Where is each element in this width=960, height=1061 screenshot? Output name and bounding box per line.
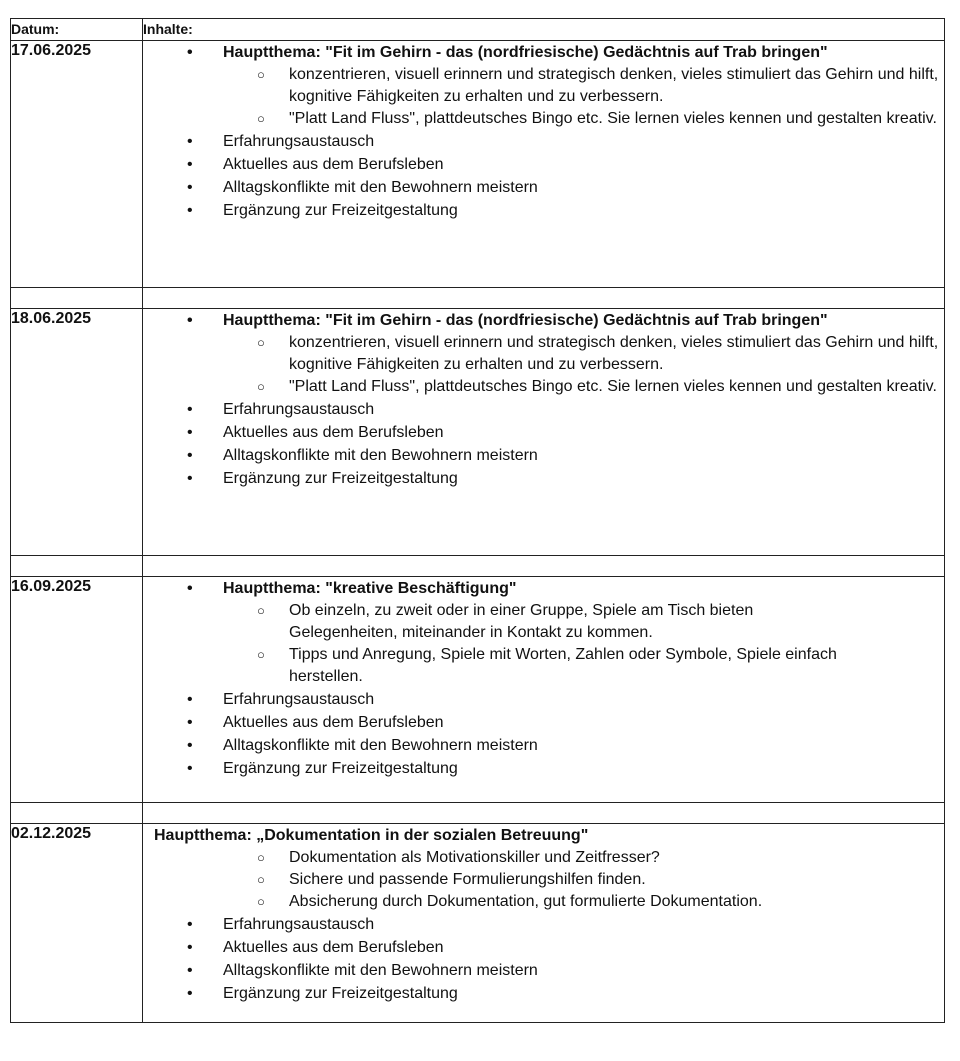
- list-item: [143, 982, 944, 1005]
- bullet-icon: •: [187, 156, 193, 173]
- list-item: [143, 421, 944, 444]
- list-item-text: Aktuelles aus dem Berufsleben: [223, 939, 444, 956]
- list-item: [143, 711, 944, 734]
- bullet-icon: •: [187, 44, 193, 61]
- bullet-icon: •: [187, 916, 193, 933]
- sub-item-text: Dokumentation als Motivationskiller und Zeitfresser?: [289, 849, 660, 866]
- session-content: [143, 577, 945, 803]
- circle-bullet-icon: ○: [257, 67, 265, 82]
- list-item-text: Alltagskonflikte mit den Bewohnern meistern: [223, 962, 538, 979]
- session-date: 16.09.2025: [11, 577, 143, 803]
- circle-bullet-icon: ○: [257, 647, 265, 662]
- topic-item: [143, 309, 944, 332]
- bullet-icon: •: [187, 939, 193, 956]
- bullet-icon: •: [187, 714, 193, 731]
- spacer-row: [11, 288, 945, 309]
- topic-text: Hauptthema: „Dokumentation in der sozialen Betreuung": [154, 827, 589, 844]
- session-content: [143, 309, 945, 556]
- bullet-icon: •: [187, 470, 193, 487]
- bullet-icon: •: [187, 312, 193, 329]
- list-item-text: Ergänzung zur Freizeitgestaltung: [223, 760, 458, 777]
- list-item-text: Aktuelles aus dem Berufsleben: [223, 156, 444, 173]
- list-item-text: Ergänzung zur Freizeitgestaltung: [223, 470, 458, 487]
- sub-item-text: Tipps und Anregung, Spiele mit Worten, Zahlen oder Symbole, Spiele einfach herstellen.: [289, 646, 837, 685]
- spacer-row: [11, 556, 945, 577]
- bullet-icon: •: [187, 401, 193, 418]
- list-item: [143, 688, 944, 711]
- session-row: [11, 824, 945, 1023]
- sub-item: [143, 376, 944, 398]
- list-item: [143, 130, 944, 153]
- list-item: [143, 913, 944, 936]
- list-item: [143, 444, 944, 467]
- bullet-icon: •: [187, 424, 193, 441]
- list-item: [143, 757, 944, 780]
- bullet-icon: •: [187, 691, 193, 708]
- list-item-text: Erfahrungsaustausch: [223, 401, 375, 418]
- session-date: 18.06.2025: [11, 309, 143, 556]
- bullet-icon: •: [187, 179, 193, 196]
- list-item-text: Ergänzung zur Freizeitgestaltung: [223, 985, 458, 1002]
- topic-text: Hauptthema: "kreative Beschäftigung": [223, 580, 517, 597]
- sub-item: [143, 891, 944, 913]
- list-item: [143, 153, 944, 176]
- sub-item-text: "Platt Land Fluss", plattdeutsches Bingo etc. Sie lernen vieles kennen und gestalten kreativ.: [289, 110, 937, 127]
- list-item: [143, 936, 944, 959]
- list-item-text: Alltagskonflikte mit den Bewohnern meistern: [223, 737, 538, 754]
- sub-item: [143, 108, 944, 130]
- list-item-text: Alltagskonflikte mit den Bewohnern meistern: [223, 179, 538, 196]
- bullet-icon: •: [187, 737, 193, 754]
- topic-text: Hauptthema: "Fit im Gehirn - das (nordfriesische) Gedächtnis auf Trab bringen": [223, 312, 828, 329]
- list-item-text: Erfahrungsaustausch: [223, 691, 375, 708]
- sub-item: [143, 644, 944, 688]
- bullet-icon: •: [187, 580, 193, 597]
- bullet-icon: •: [187, 760, 193, 777]
- session-date: 02.12.2025: [11, 824, 143, 1023]
- bullet-icon: •: [187, 962, 193, 979]
- sub-item-text: Ob einzeln, zu zweit oder in einer Gruppe, Spiele am Tisch bieten Gelegenheiten, miteinander in Kontakt zu kommen.: [289, 602, 754, 641]
- bullet-icon: •: [187, 985, 193, 1002]
- date-column-header: Datum:: [11, 19, 143, 41]
- circle-bullet-icon: ○: [257, 335, 265, 350]
- circle-bullet-icon: ○: [257, 379, 265, 394]
- list-item: [143, 467, 944, 490]
- sub-item: [143, 847, 944, 869]
- content-column-header: Inhalte:: [143, 19, 945, 41]
- topic-item: [143, 41, 944, 64]
- list-item: [143, 199, 944, 222]
- topic-item: [143, 577, 944, 600]
- circle-bullet-icon: ○: [257, 872, 265, 887]
- list-item: [143, 734, 944, 757]
- spacer-row: [11, 803, 945, 824]
- schedule-table: [10, 18, 945, 1023]
- session-content: [143, 41, 945, 288]
- header-row: [11, 19, 945, 41]
- list-item: [143, 959, 944, 982]
- session-content: [143, 824, 945, 1023]
- topic-text: Hauptthema: "Fit im Gehirn - das (nordfriesische) Gedächtnis auf Trab bringen": [223, 44, 828, 61]
- session-row: [11, 577, 945, 803]
- list-item-text: Ergänzung zur Freizeitgestaltung: [223, 202, 458, 219]
- list-item-text: Erfahrungsaustausch: [223, 133, 375, 150]
- circle-bullet-icon: ○: [257, 603, 265, 618]
- circle-bullet-icon: ○: [257, 894, 265, 909]
- bullet-icon: •: [187, 202, 193, 219]
- bullet-icon: •: [187, 133, 193, 150]
- list-item: [143, 398, 944, 421]
- session-row: [11, 309, 945, 556]
- sub-item: [143, 869, 944, 891]
- sub-item-text: Sichere und passende Formulierungshilfen finden.: [289, 871, 646, 888]
- circle-bullet-icon: ○: [257, 850, 265, 865]
- bullet-icon: •: [187, 447, 193, 464]
- list-item-text: Aktuelles aus dem Berufsleben: [223, 714, 444, 731]
- sub-item-text: Absicherung durch Dokumentation, gut formulierte Dokumentation.: [289, 893, 763, 910]
- list-item-text: Aktuelles aus dem Berufsleben: [223, 424, 444, 441]
- sub-item-text: "Platt Land Fluss", plattdeutsches Bingo etc. Sie lernen vieles kennen und gestalten kreativ.: [289, 378, 937, 395]
- sub-item-text: konzentrieren, visuell erinnern und strategisch denken, vieles stimuliert das Gehirn und hilft, kognitive Fähigkeiten zu erhalten und zu verbessern.: [289, 334, 939, 373]
- session-row: [11, 41, 945, 288]
- list-item: [143, 176, 944, 199]
- list-item-text: Alltagskonflikte mit den Bewohnern meistern: [223, 447, 538, 464]
- session-date: 17.06.2025: [11, 41, 143, 288]
- sub-item: [143, 64, 944, 108]
- circle-bullet-icon: ○: [257, 111, 265, 126]
- sub-item: [143, 600, 944, 644]
- sub-item-text: konzentrieren, visuell erinnern und strategisch denken, vieles stimuliert das Gehirn und hilft, kognitive Fähigkeiten zu erhalten und zu verbessern.: [289, 66, 939, 105]
- sub-item: [143, 332, 944, 376]
- list-item-text: Erfahrungsaustausch: [223, 916, 375, 933]
